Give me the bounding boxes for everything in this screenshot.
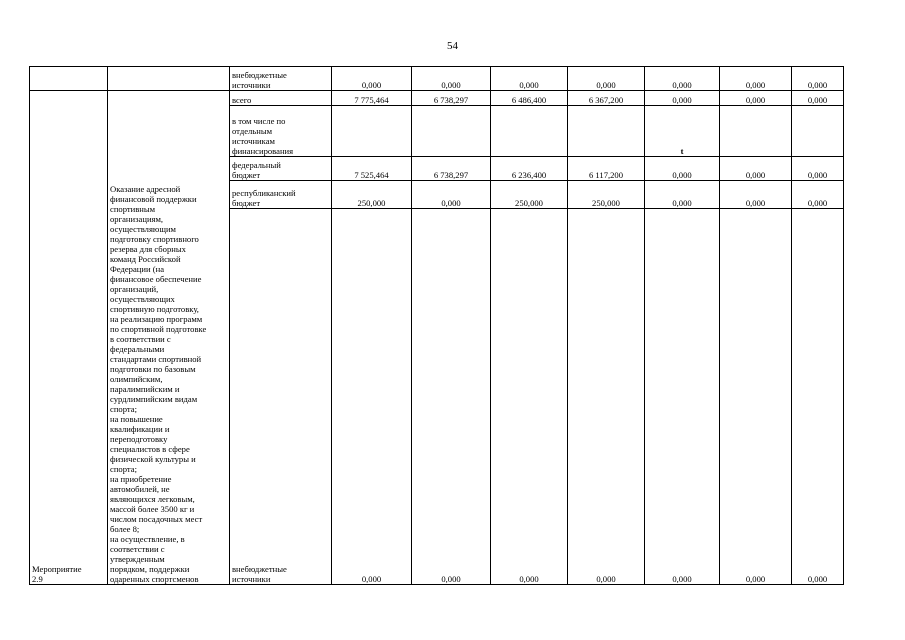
value-cell: 0,000: [720, 157, 792, 181]
description-cell: [108, 91, 230, 585]
value-cell: 6 738,297: [412, 91, 491, 106]
value-cell: 6 236,400: [491, 157, 568, 181]
value-cell: 0,000: [792, 209, 844, 585]
source-label: внебюджетные источники: [230, 209, 332, 585]
table-row-total: [30, 91, 844, 106]
value-cell: 0,000: [412, 181, 491, 209]
value-cell: 0,000: [412, 67, 491, 91]
table-row-top-extra: [30, 67, 844, 91]
page-number: 54: [447, 40, 458, 52]
event-description: Оказание адресной финансовой поддержки спортивным организациям, осуществляющим подготовку спортивного резерва для сборных команд Российской Федерации (на финансовое обеспечение организаций, осуществляющих спортивную подготовку, на реализацию программ по спортивной подготовке в соответствии с федеральными стандартами спортивной подготовки по базовым олимпийским, паралимпийским и сурдлимпийским видам спорта; на повышение квалификации и переподготовку специалистов в сфере физической культуры и спорта; на приобретение автомобилей, не являющихся легковым, массой более 3500 кг и числом посадочных мест более 8; на осуществление, в соответствии с утвержденным порядком, поддержки одаренных спортсменов: [110, 184, 207, 584]
value-cell: 0,000: [792, 67, 844, 91]
empty-cell: [412, 106, 491, 157]
empty-cell: [332, 106, 412, 157]
source-label: республиканский бюджет: [230, 181, 332, 209]
source-label: федеральный бюджет: [230, 157, 332, 181]
value-cell: 6 486,400: [491, 91, 568, 106]
value-cell: 0,000: [792, 91, 844, 106]
value-cell: 0,000: [645, 91, 720, 106]
source-label: в том числе по отдельным источникам финансирования: [230, 106, 332, 157]
empty-cell: [720, 106, 792, 157]
value-cell: 7 525,464: [332, 157, 412, 181]
value-cell: 0,000: [720, 67, 792, 91]
empty-cell: [792, 106, 844, 157]
funding-table: [29, 66, 844, 585]
event-label: Мероприятие 2.9: [32, 564, 82, 584]
value-cell: 0,000: [792, 181, 844, 209]
event-cell: [30, 91, 108, 585]
value-cell: 0,000: [332, 209, 412, 585]
value-cell: 0,000: [332, 67, 412, 91]
value-cell: 0,000: [491, 67, 568, 91]
value-cell: 0,000: [568, 209, 645, 585]
value-cell: 0,000: [720, 91, 792, 106]
value-cell: 0,000: [720, 209, 792, 585]
value-cell: 0,000: [792, 157, 844, 181]
value-cell: 0,000: [491, 209, 568, 585]
empty-cell: [30, 67, 108, 91]
value-cell: 0,000: [645, 157, 720, 181]
value-cell: 7 775,464: [332, 91, 412, 106]
source-label: всего: [230, 91, 332, 106]
value-cell: 0,000: [720, 181, 792, 209]
value-cell: 0,000: [412, 209, 491, 585]
value-cell: 6 367,200: [568, 91, 645, 106]
empty-cell: [568, 106, 645, 157]
value-cell: 0,000: [645, 209, 720, 585]
value-cell: 0,000: [645, 67, 720, 91]
value-cell: 0,000: [645, 181, 720, 209]
empty-cell: [491, 106, 568, 157]
empty-cell: [108, 67, 230, 91]
value-cell: 250,000: [568, 181, 645, 209]
value-cell: 6 117,200: [568, 157, 645, 181]
source-label: внебюджетные источники: [230, 67, 332, 91]
stray-mark: t: [645, 106, 720, 157]
value-cell: 250,000: [332, 181, 412, 209]
value-cell: 250,000: [491, 181, 568, 209]
value-cell: 0,000: [568, 67, 645, 91]
value-cell: 6 738,297: [412, 157, 491, 181]
